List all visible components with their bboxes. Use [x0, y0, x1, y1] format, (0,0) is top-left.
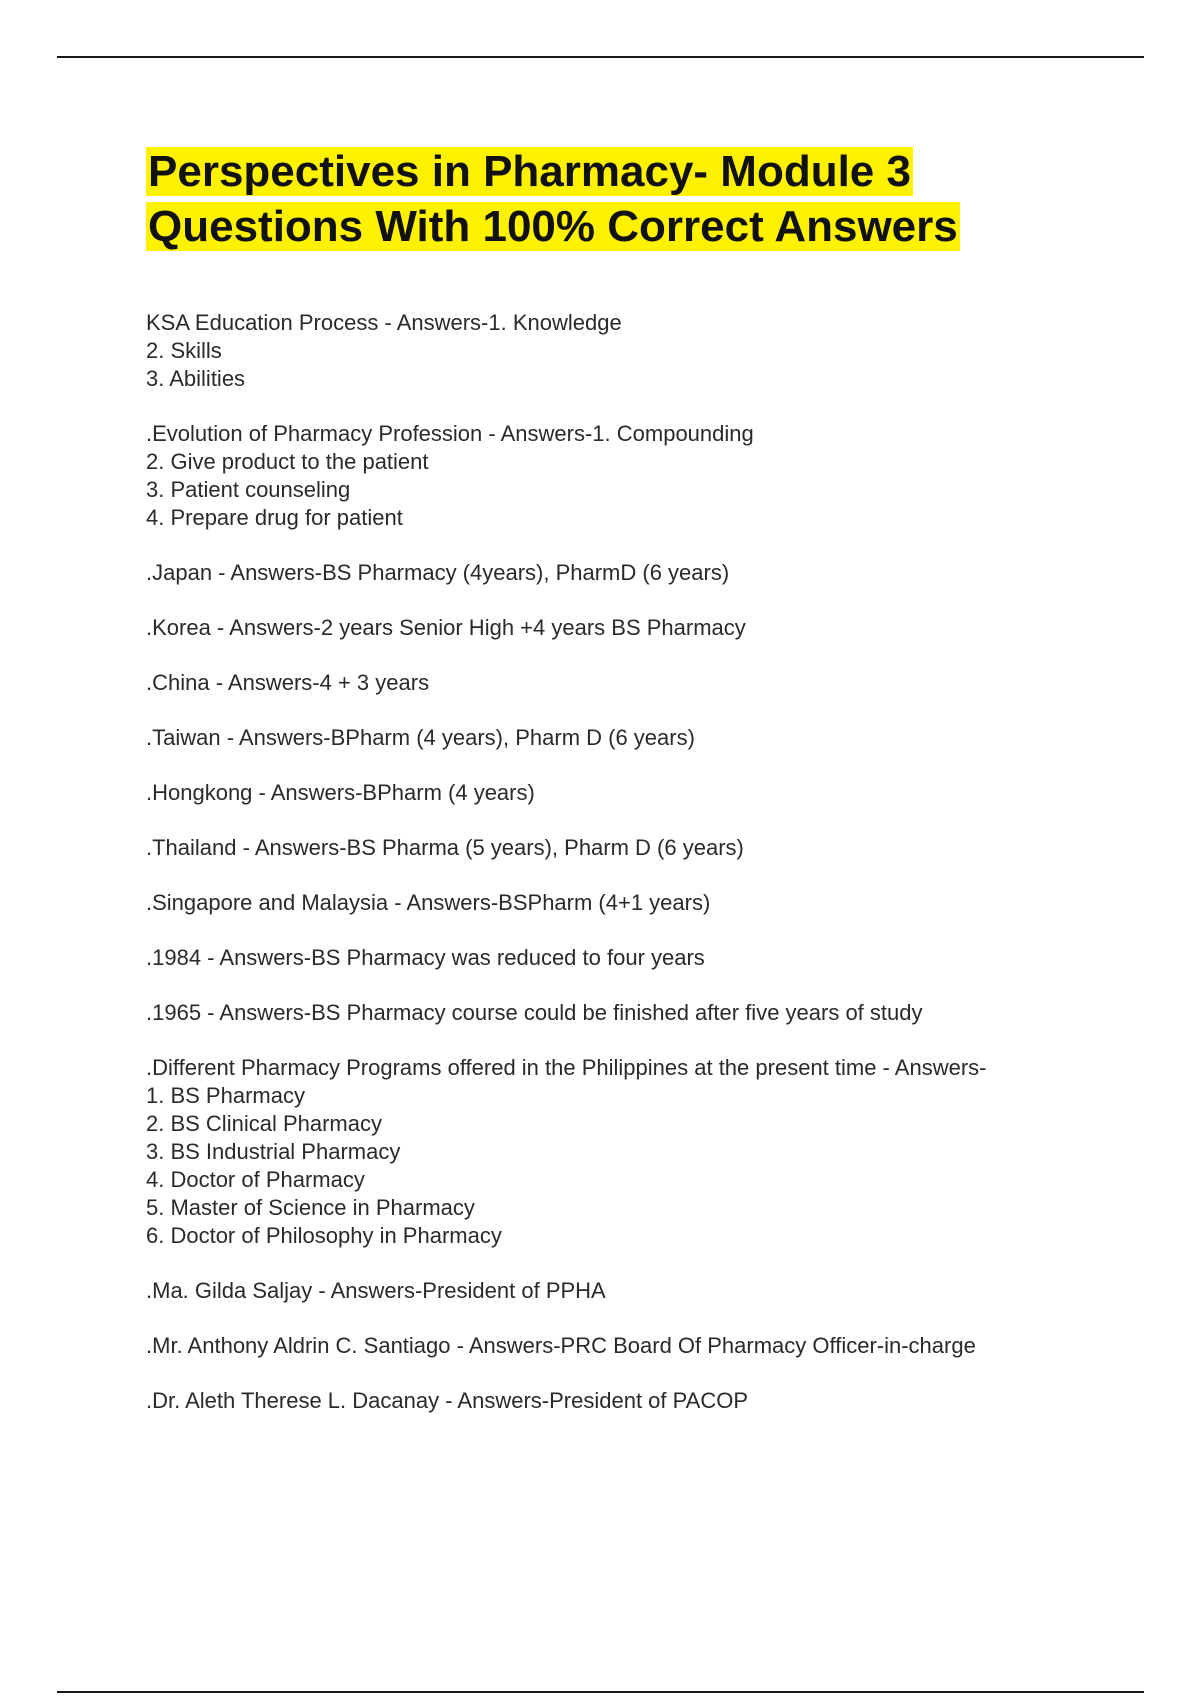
- qa-answer-line: 3. Abilities: [146, 366, 246, 391]
- qa-entry: [146, 834, 1146, 862]
- qa-entry: [146, 1387, 1146, 1415]
- qa-entry: [146, 614, 1146, 642]
- qa-question-line: .1965 - Answers-BS Pharmacy course could be finished after five years of study: [146, 1000, 923, 1025]
- qa-entry: [146, 999, 1146, 1027]
- title-line-2: Questions With 100% Correct Answers: [148, 202, 958, 251]
- qa-entry: [146, 1054, 1146, 1250]
- qa-question-line: .Hongkong - Answers-BPharm (4 years): [146, 780, 535, 805]
- qa-question-line: .Ma. Gilda Saljay - Answers-President of PPHA: [146, 1278, 606, 1303]
- qa-question-line: .Korea - Answers-2 years Senior High +4 years BS Pharmacy: [146, 615, 746, 640]
- qa-answer-line: 2. BS Clinical Pharmacy: [146, 1111, 382, 1136]
- qa-question-line: .Japan - Answers-BS Pharmacy (4years), PharmD (6 years): [146, 560, 730, 585]
- top-divider: [57, 56, 1144, 58]
- qa-entry: [146, 420, 1146, 532]
- qa-answer-line: 3. BS Industrial Pharmacy: [146, 1139, 401, 1164]
- document-title: [146, 144, 960, 254]
- qa-entry: [146, 724, 1146, 752]
- qa-entry: [146, 1332, 1146, 1360]
- qa-question-line: .Mr. Anthony Aldrin C. Santiago - Answers-PRC Board Of Pharmacy Officer-in-charge: [146, 1333, 976, 1358]
- qa-answer-line: 4. Doctor of Pharmacy: [146, 1167, 365, 1192]
- qa-question-line: .Taiwan - Answers-BPharm (4 years), Pharm D (6 years): [146, 725, 695, 750]
- qa-question-line: .China - Answers-4 + 3 years: [146, 670, 430, 695]
- qa-answer-line: 4. Prepare drug for patient: [146, 505, 403, 530]
- qa-answer-line: 2. Skills: [146, 338, 222, 363]
- qa-entry: [146, 309, 1146, 393]
- qa-entry: [146, 559, 1146, 587]
- qa-list: [146, 309, 1146, 1442]
- qa-entry: [146, 1277, 1146, 1305]
- bottom-divider: [57, 1691, 1144, 1693]
- qa-question-line: .Singapore and Malaysia - Answers-BSPharm (4+1 years): [146, 890, 711, 915]
- qa-question-line: .Dr. Aleth Therese L. Dacanay - Answers-President of PACOP: [146, 1388, 749, 1413]
- qa-answer-line: 1. BS Pharmacy: [146, 1083, 305, 1108]
- qa-answer-line: 5. Master of Science in Pharmacy: [146, 1195, 475, 1220]
- qa-entry: [146, 669, 1146, 697]
- qa-question-line: .Evolution of Pharmacy Profession - Answers-1. Compounding: [146, 421, 754, 446]
- qa-answer-line: 2. Give product to the patient: [146, 449, 429, 474]
- qa-answer-line: 3. Patient counseling: [146, 477, 351, 502]
- qa-entry: [146, 779, 1146, 807]
- qa-answer-line: 6. Doctor of Philosophy in Pharmacy: [146, 1223, 502, 1248]
- qa-question-line: .1984 - Answers-BS Pharmacy was reduced to four years: [146, 945, 705, 970]
- qa-entry: [146, 889, 1146, 917]
- qa-question-line: KSA Education Process - Answers-1. Knowledge: [146, 310, 622, 335]
- qa-question-line: .Thailand - Answers-BS Pharma (5 years), Pharm D (6 years): [146, 835, 744, 860]
- qa-entry: [146, 944, 1146, 972]
- qa-question-line: .Different Pharmacy Programs offered in the Philippines at the present time - Answers-: [146, 1055, 987, 1080]
- title-line-1: Perspectives in Pharmacy- Module 3: [148, 147, 911, 196]
